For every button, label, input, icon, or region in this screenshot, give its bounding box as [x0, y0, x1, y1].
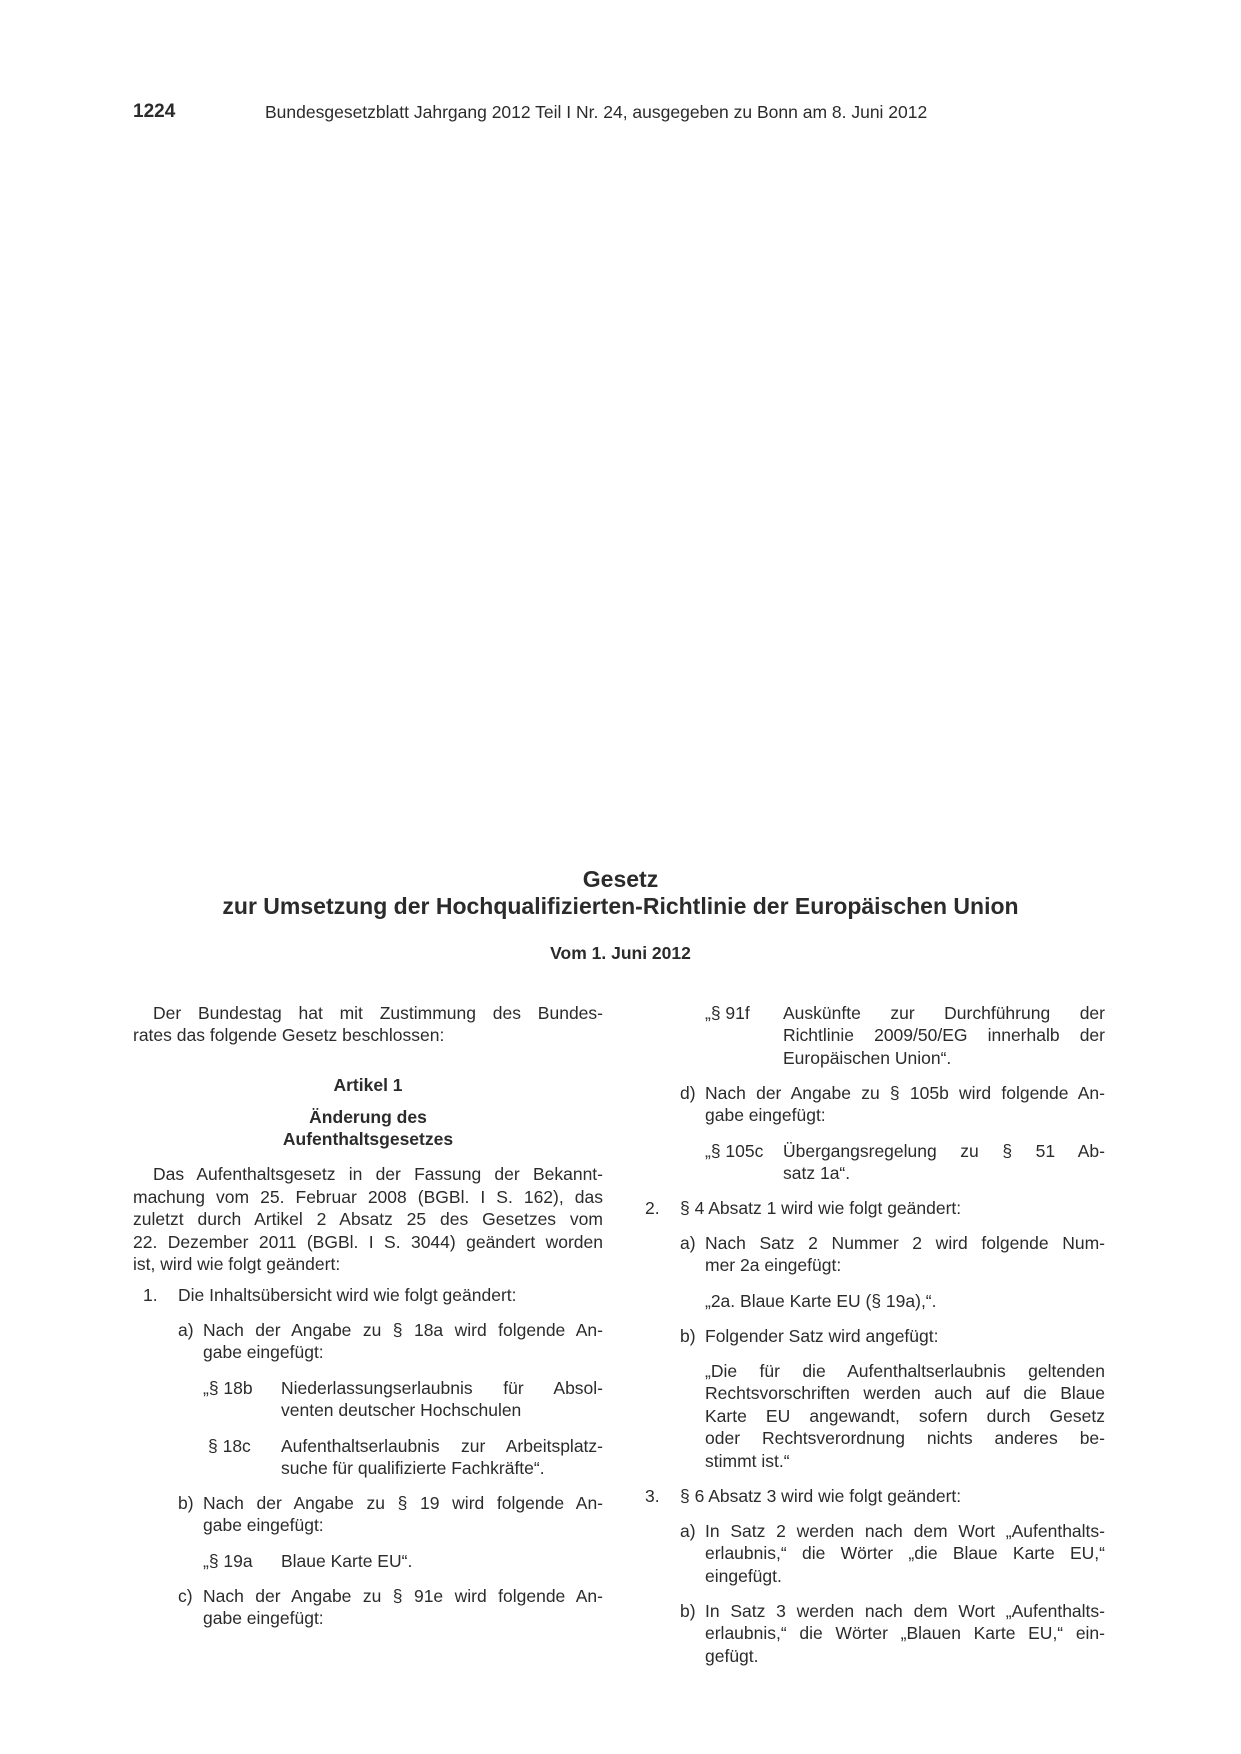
quote-line: Rechtsvorschriften werden auch auf die Blaue — [705, 1383, 1105, 1403]
intro-line-1: Der Bundestag hat mit Zustimmung des Bundes- — [153, 1003, 603, 1023]
section-text: Europäischen Union“. — [783, 1048, 952, 1068]
section-code: „§ 18b — [203, 1378, 253, 1398]
para-line: ist, wird wie folgt geändert: — [133, 1254, 341, 1274]
item-text: Die Inhaltsübersicht wird wie folgt geändert: — [178, 1285, 517, 1305]
item-number: 1. — [143, 1285, 158, 1305]
subitem-text: In Satz 2 werden nach dem Wort „Aufenthalts- — [705, 1521, 1105, 1541]
law-date: Vom 1. Juni 2012 — [550, 943, 691, 963]
quote-text: „2a. Blaue Karte EU (§ 19a),“. — [705, 1291, 937, 1311]
subitem-text: Folgender Satz wird angefügt: — [705, 1326, 939, 1346]
section-text: venten deutscher Hochschulen — [281, 1400, 522, 1420]
section-text: suche für qualifizierte Fachkräfte“. — [281, 1458, 545, 1478]
para-line: machung vom 25. Februar 2008 (BGBl. I S. 162), das — [133, 1187, 603, 1207]
section-code: „§ 19a — [203, 1551, 253, 1571]
subitem-text: In Satz 3 werden nach dem Wort „Aufenthalts- — [705, 1601, 1105, 1621]
section-code: „§ 91f — [705, 1003, 750, 1023]
section-text: Niederlassungserlaubnis für Absol- — [281, 1378, 603, 1398]
amendment-heading-1: Änderung des — [309, 1107, 427, 1127]
subitem-text: Nach Satz 2 Nummer 2 wird folgende Num- — [705, 1233, 1105, 1253]
subitem-text: erlaubnis,“ die Wörter „Blauen Karte EU,“ ein- — [705, 1623, 1105, 1643]
article-heading: Artikel 1 — [333, 1075, 403, 1095]
subitem-label: b) — [680, 1601, 696, 1621]
para-line: Das Aufenthaltsgesetz in der Fassung der Bekannt- — [153, 1164, 603, 1184]
quote-line: Karte EU angewandt, sofern durch Gesetz — [705, 1406, 1105, 1426]
subitem-text: Nach der Angabe zu § 105b wird folgende An- — [705, 1083, 1105, 1103]
subitem-text: gabe eingefügt: — [203, 1608, 324, 1628]
subitem-text: erlaubnis,“ die Wörter „die Blaue Karte EU,“ — [705, 1543, 1105, 1563]
running-title: Bundesgesetzblatt Jahrgang 2012 Teil I Nr. 24, ausgegeben zu Bonn am 8. Juni 2012 — [265, 102, 928, 122]
subitem-label: c) — [178, 1586, 193, 1606]
subitem-text: gefügt. — [705, 1646, 759, 1666]
item-number: 3. — [645, 1486, 660, 1506]
subitem-text: mer 2a eingefügt: — [705, 1255, 842, 1275]
quote-line: stimmt ist.“ — [705, 1451, 790, 1471]
item-text: § 4 Absatz 1 wird wie folgt geändert: — [680, 1198, 962, 1218]
subitem-text: gabe eingefügt: — [705, 1105, 826, 1125]
section-code: „§ 105c — [705, 1141, 764, 1161]
item-text: § 6 Absatz 3 wird wie folgt geändert: — [680, 1486, 962, 1506]
intro-line-2: rates das folgende Gesetz beschlossen: — [133, 1025, 445, 1045]
subitem-label: b) — [178, 1493, 194, 1513]
page-number: 1224 — [133, 101, 176, 122]
law-title: Gesetz — [582, 866, 659, 892]
subitem-text: gabe eingefügt: — [203, 1515, 324, 1535]
section-text: Auskünfte zur Durchführung der — [783, 1003, 1105, 1023]
quote-line: „Die für die Aufenthaltserlaubnis geltenden — [705, 1361, 1105, 1381]
para-line: zuletzt durch Artikel 2 Absatz 25 des Gesetzes vom — [133, 1209, 603, 1229]
section-text: Aufenthaltserlaubnis zur Arbeitsplatz- — [281, 1436, 603, 1456]
subitem-label: a) — [680, 1521, 696, 1541]
subitem-text: Nach der Angabe zu § 91e wird folgende An- — [203, 1586, 603, 1606]
amendment-heading-2: Aufenthaltsgesetzes — [282, 1129, 454, 1149]
law-subtitle: zur Umsetzung der Hochqualifizierten-Richtlinie der Europäischen Union — [222, 893, 1019, 919]
subitem-text: eingefügt. — [705, 1566, 782, 1586]
para-line: 22. Dezember 2011 (BGBl. I S. 3044) geändert worden — [133, 1232, 603, 1252]
section-text: Übergangsregelung zu § 51 Ab- — [783, 1141, 1105, 1161]
section-code: § 18c — [208, 1436, 251, 1456]
section-text: Richtlinie 2009/50/EG innerhalb der — [783, 1025, 1105, 1045]
subitem-text: gabe eingefügt: — [203, 1342, 324, 1362]
subitem-label: b) — [680, 1326, 696, 1346]
subitem-label: a) — [680, 1233, 696, 1253]
item-number: 2. — [645, 1198, 660, 1218]
quote-line: oder Rechtsverordnung nichts anderes be- — [705, 1428, 1105, 1448]
subitem-label: d) — [680, 1083, 696, 1103]
section-text: Blaue Karte EU“. — [281, 1551, 413, 1571]
subitem-text: Nach der Angabe zu § 19 wird folgende An- — [203, 1493, 603, 1513]
subitem-text: Nach der Angabe zu § 18a wird folgende An- — [203, 1320, 603, 1340]
section-text: satz 1a“. — [783, 1163, 851, 1183]
subitem-label: a) — [178, 1320, 194, 1340]
